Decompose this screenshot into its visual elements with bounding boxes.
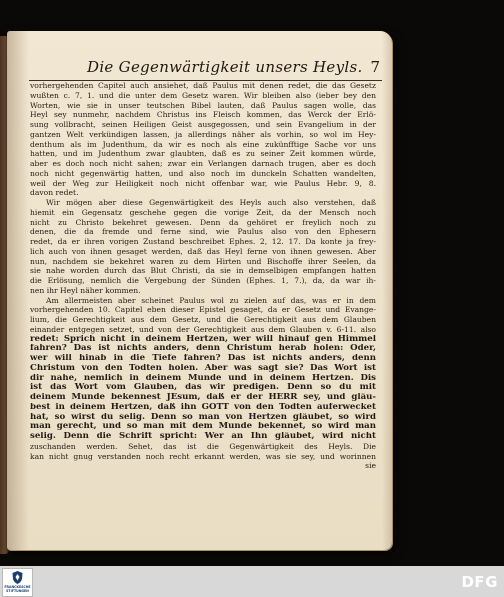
library-logo[interactable] bbox=[2, 568, 33, 597]
text-line: hat, so wirst du selig. Denn so man von Hertzen gläubet, so wird bbox=[30, 412, 376, 422]
text-line: selig. Denn die Schrift spricht: Wer an Ihn gläubet, wird nicht bbox=[30, 432, 376, 441]
text-line: denthum als im Judenthum, da wir es noch als eine zukünfftige Sache vor uns bbox=[30, 139, 376, 149]
catchword: sie bbox=[365, 461, 376, 471]
text-line: nun, nachdem sie bekehret waren zu dem Hirten und Bischoffe ihrer Seelen, da bbox=[30, 256, 376, 266]
text-line: wer will hinab in die Tiefe fahren? Das ist nichts anders, denn bbox=[30, 354, 376, 363]
text-line: denen, die da fremde und ferne sind, wie Paulus also von den Ephesern bbox=[30, 227, 376, 237]
text-line: redet: Sprich nicht in deinem Hertzen, wer will hinauf gen Himmel bbox=[30, 334, 376, 344]
text-line: Worten, wie sie in unser teutschen Bibel lauten, daß Paulus sagen wolle, das bbox=[30, 100, 376, 110]
text-line: lich auch von ihnen gesaget werden, daß das Heyl ferne von ihnen gewesen. Aber bbox=[30, 246, 376, 256]
text-line: weil der Weg zur Heiligkeit noch nicht offenbar war, wie Paulus Hebr. 9, 8. bbox=[30, 178, 376, 188]
text-line: nicht zu Christo bekehret gewesen. Denn da gehöret er freylich noch zu bbox=[30, 217, 376, 227]
text-line: aber es doch noch nicht sahen; zwar ein Verlangen darnach trugen, aber es doch bbox=[30, 159, 376, 168]
text-line: Christum von den Todten holen. Aber was sagt sie? Das Wort ist bbox=[30, 363, 376, 373]
text-line: ist das Wort vom Glauben, das wir predigen. Denn so du mit bbox=[30, 383, 376, 393]
text-line: noch nicht gegenwärtig hatten, und also noch im dunckeln Schatten wandelten, bbox=[30, 168, 376, 178]
text-line: einander entgegen setzet, und von der Gerechtigkeit aus dem Glauben v. 6-11. also bbox=[30, 324, 376, 334]
text-line: deinem Munde bekennest JEsum, daß er der HERR sey, und gläu- bbox=[30, 393, 376, 402]
text-line: zuschanden werden. Sehet, das ist die Gegenwärtigkeit des Heyls. Die bbox=[30, 441, 376, 451]
text-line: die Erlösung, nemlich die Vergebung der Sünden (Ephes. 1, 7.), da, da war ih- bbox=[30, 276, 376, 285]
text-line: gantzen Welt verkündigen lassen, ja allerdings näher als vorhin, so wol im Hey- bbox=[30, 129, 376, 139]
text-line: Heyl sey nunmehr, nachdem Christus ins Fleisch kommen, das Werck der Erlö- bbox=[30, 110, 376, 120]
text-line: man gerecht, und so man mit dem Munde bekennet, so wird man bbox=[30, 422, 376, 432]
text-line: Wir mögen aber diese Gegenwärtigkeit des Heyls auch also verstehen, daß bbox=[46, 198, 376, 207]
text-line: kan nicht gnug verstanden noch recht erkannt werden, was sie sey, und worinnen bbox=[30, 451, 376, 461]
running-title: Die Gegenwärtigkeit unsers Heyls. bbox=[87, 58, 363, 76]
text-line: davon redet. bbox=[30, 188, 79, 198]
text-line: sie nahe worden durch das Blut Christi, da sie in demselbigen empfangen hatten bbox=[30, 266, 376, 276]
text-line: lium, die Gerechtigkeit aus dem Gesetz, und die Gerechtigkeit aus dem Glauben bbox=[30, 315, 376, 324]
text-line: hatten, und im Judenthum zwar glaubten, daß es zu seiner Zeit kommen würde, bbox=[30, 149, 376, 159]
dfg-logo[interactable]: DFG bbox=[461, 573, 498, 591]
crest-icon bbox=[12, 571, 23, 584]
text-line: sung vollbracht, seinen Heiligen Geist ausgegossen, und sein Evangelium in der bbox=[30, 120, 376, 129]
library-logo-text: FRANCKESCHE STIFTUNGEN bbox=[4, 585, 31, 593]
text-line: hiemit ein Gegensatz geschehe gegen die vorige Zeit, da der Mensch noch bbox=[30, 207, 376, 217]
book-page bbox=[7, 31, 392, 550]
page-number: 7 bbox=[370, 58, 380, 76]
text-line: best in deinem Hertzen, daß ihn GOTT von den Todten auferwecket bbox=[30, 402, 376, 412]
text-line: Am allermeisten aber scheinet Paulus wol zu zielen auf das, was er in dem bbox=[46, 295, 376, 305]
text-line: vorhergehenden Capitel auch ansiehet, daß Paulus mit denen redet, die das Gesetz bbox=[30, 81, 376, 90]
text-line: vorhergehenden 10. Capitel eben dieser Epistel gesaget, da er Gesetz und Evange- bbox=[30, 305, 376, 315]
body-text bbox=[30, 81, 376, 471]
text-line: fahren? Das ist nichts anders, denn Christum herab holen: Oder, bbox=[30, 344, 376, 354]
text-line: dir nahe, nemlich in deinem Munde und in deinem Hertzen. Dis bbox=[30, 373, 376, 383]
text-line: wußten c. 7, 1. und die unter dem Gesetz waren. Wir bleiben also (ieber bey den bbox=[30, 90, 376, 100]
viewer-footer bbox=[0, 566, 504, 597]
text-line: redet, da er ihren vorigen Zustand beschreibet Ephes. 2, 12. 17. Da konte ja frey- bbox=[30, 237, 376, 246]
text-line: nen ihr Heyl näher kommen. bbox=[30, 285, 141, 295]
page-header bbox=[29, 58, 382, 81]
